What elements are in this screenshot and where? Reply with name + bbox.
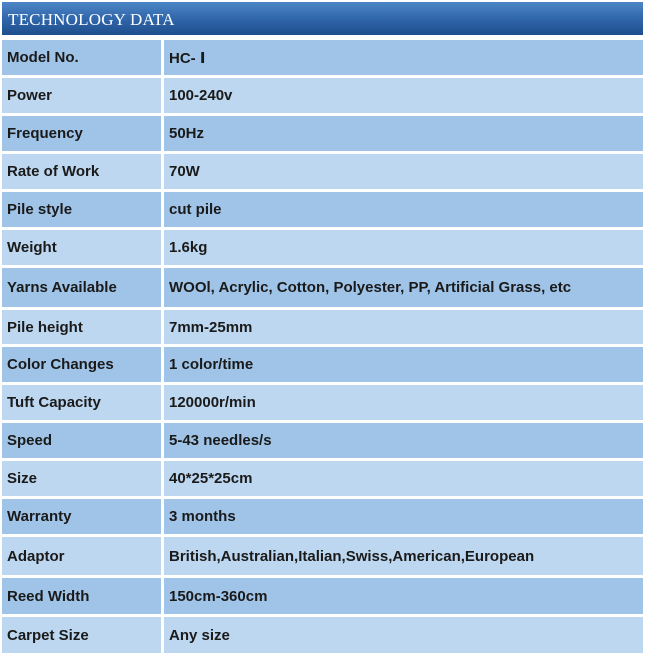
table-row: [2, 385, 643, 420]
table-row: [2, 310, 643, 344]
row-label: Frequency: [2, 116, 164, 151]
row-value: 1 color/time: [164, 347, 643, 382]
row-value: 150cm-360cm: [164, 578, 643, 614]
row-value: 7mm-25mm: [164, 310, 643, 344]
table-row: [2, 347, 643, 382]
row-label: Power: [2, 78, 164, 113]
table-row: [2, 499, 643, 534]
row-value: 1.6kg: [164, 230, 643, 265]
table-row: [2, 192, 643, 227]
row-label: Carpet Size: [2, 617, 164, 653]
row-label: Pile style: [2, 192, 164, 227]
spec-table: [2, 37, 643, 656]
row-label: Reed Width: [2, 578, 164, 614]
table-row: [2, 230, 643, 265]
row-label: Tuft Capacity: [2, 385, 164, 420]
row-value: 5-43 needles/s: [164, 423, 643, 458]
row-value: British,Australian,Italian,Swiss,American,European: [164, 537, 643, 575]
row-value: WOOl, Acrylic, Cotton, Polyester, PP, Artificial Grass, etc: [164, 268, 643, 307]
row-value: 70W: [164, 154, 643, 189]
row-label: Speed: [2, 423, 164, 458]
row-label: Color Changes: [2, 347, 164, 382]
page-title: TECHNOLOGY DATA: [2, 2, 643, 37]
row-value: cut pile: [164, 192, 643, 227]
table-row: [2, 268, 643, 307]
table-row: [2, 578, 643, 614]
row-value: 3 months: [164, 499, 643, 534]
row-value: 40*25*25cm: [164, 461, 643, 496]
table-row: [2, 40, 643, 75]
row-label: Size: [2, 461, 164, 496]
row-label: Pile height: [2, 310, 164, 344]
row-label: Rate of Work: [2, 154, 164, 189]
row-value: 100-240v: [164, 78, 643, 113]
table-row: [2, 116, 643, 151]
row-value: 50Hz: [164, 116, 643, 151]
table-row: [2, 423, 643, 458]
row-value: Any size: [164, 617, 643, 653]
spec-sheet: [2, 2, 643, 656]
table-row: [2, 537, 643, 575]
row-label: Model No.: [2, 40, 164, 75]
table-row: [2, 461, 643, 496]
row-label: Yarns Available: [2, 268, 164, 307]
row-label: Warranty: [2, 499, 164, 534]
row-label: Weight: [2, 230, 164, 265]
row-value: 120000r/min: [164, 385, 643, 420]
table-row: [2, 78, 643, 113]
table-row: [2, 617, 643, 653]
row-value: HC- Ⅰ: [164, 40, 643, 75]
table-row: [2, 154, 643, 189]
row-label: Adaptor: [2, 537, 164, 575]
